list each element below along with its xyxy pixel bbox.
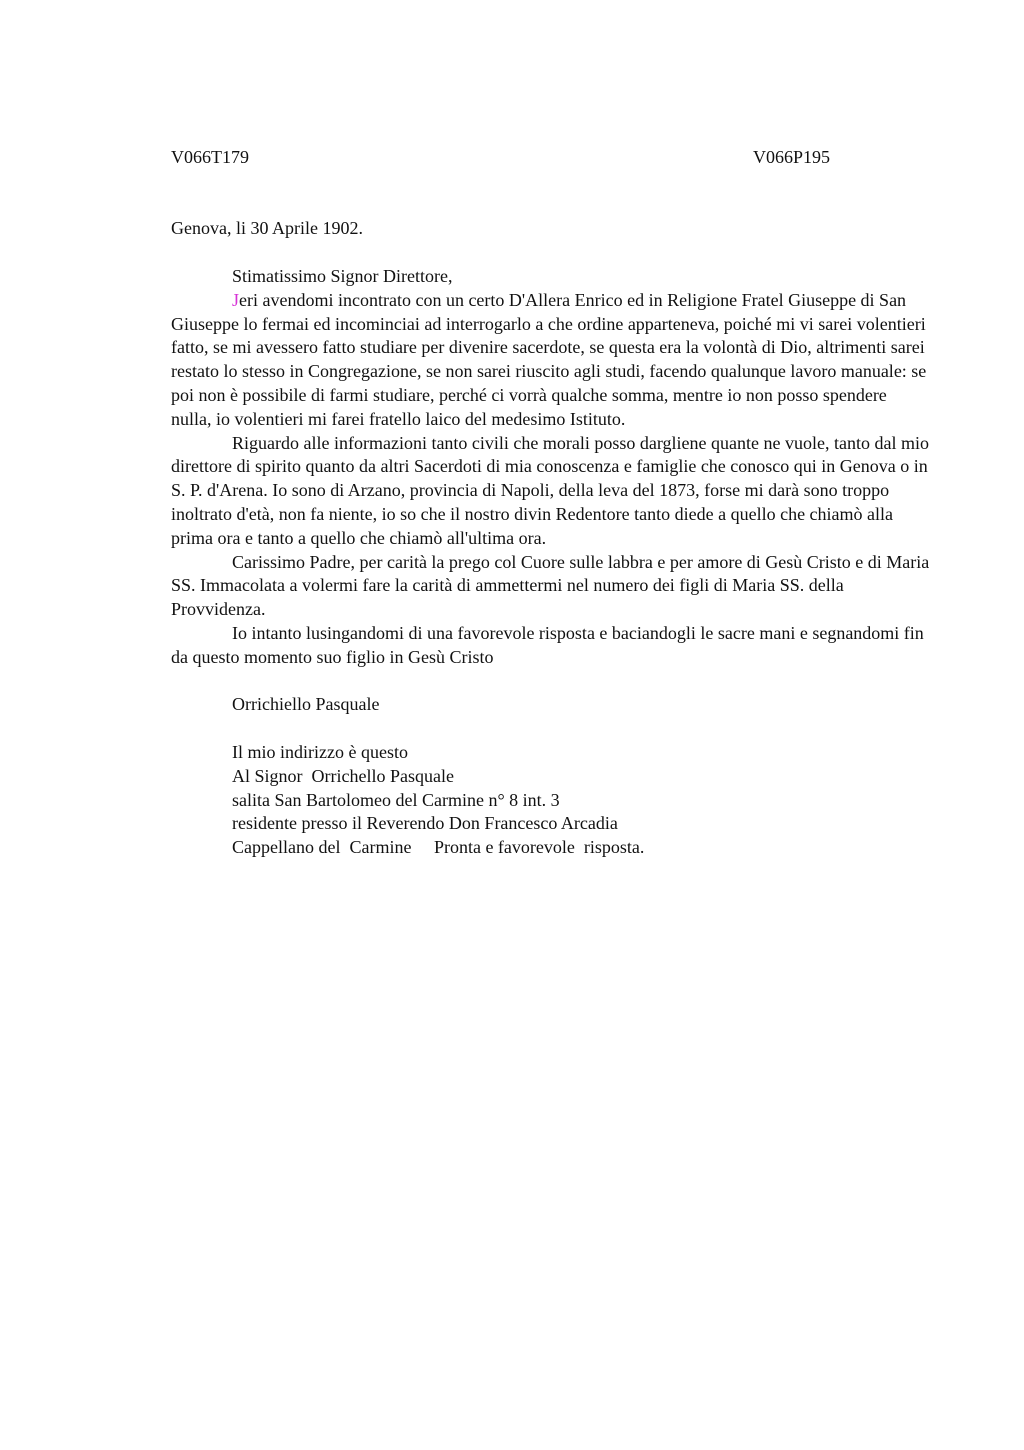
- paragraph-2: Riguardo alle informazioni tanto civili che morali posso dargliene quante ne vuole, tanto dal mio direttore di spirito quanto da altri Sacerdoti di mia conoscenza e famiglie che conosco qui in Genova o in S. P. d'Arena. Io sono di Arzano, provincia di Napoli, della leva del 1873, forse mi darà sono troppo inoltrato d'età, non fa niente, io so che il nostro divin Redentore tanto diede a quello che chiamò alla prima ora e tanto a quello che chiamò all'ultima ora.: [171, 432, 929, 548]
- paragraph-1: [171, 289, 931, 432]
- letter-body: [171, 265, 931, 860]
- reference-code-right: V066P195: [753, 147, 831, 167]
- reference-code-left: V066T179: [171, 147, 249, 167]
- salutation: Stimatissimo Signor Direttore,: [232, 266, 453, 286]
- address-block: [171, 741, 931, 860]
- address-line-5: Cappellano del Carmine Pronta e favorevole risposta.: [232, 837, 645, 858]
- paragraph-1-initial: J: [232, 289, 240, 310]
- letter-date: Genova, li 30 Aprile 1902.: [171, 218, 363, 238]
- paragraph-1-text: eri avendomi incontrato con un certo D'Allera Enrico ed in Religione Fratel Giuseppe di San Giuseppe lo fermai ed incominciai ad interrogarlo a che ordine apparteneva, poiché mi vi sarei volentieri fatto, se mi avessero fatto studiare per divenire sacerdote, se questa era la volontà di Dio, altrimenti sarei restato lo stesso in Congregazione, se non sarei riuscito agli studi, facendo qualunque lavoro manuale: se poi non è possibile di farmi studiare, perché ci vorrà qualche somma, mentre io non posso spendere nulla, io volentieri mi farei fratello laico del medesimo Istituto.: [171, 289, 927, 429]
- paragraph-4: Io intanto lusingandomi di una favorevole risposta e baciandogli le sacre mani e segnandomi fin da questo momento suo figlio in Gesù Cristo: [171, 622, 924, 667]
- address-line-1: Il mio indirizzo è questo: [232, 741, 408, 762]
- paragraph-3: Carissimo Padre, per carità la prego col Cuore sulle labbra e per amore di Gesù Cristo e di Maria SS. Immacolata a volermi fare la carità di ammettermi nel numero dei figli di Maria SS. della Provvidenza.: [171, 551, 930, 620]
- signature: Orrichiello Pasquale: [232, 694, 380, 715]
- address-line-3: salita San Bartolomeo del Carmine n° 8 int. 3: [232, 789, 560, 810]
- address-line-2: Al Signor Orrichello Pasquale: [232, 765, 454, 786]
- address-line-4: residente presso il Reverendo Don Francesco Arcadia: [232, 813, 618, 834]
